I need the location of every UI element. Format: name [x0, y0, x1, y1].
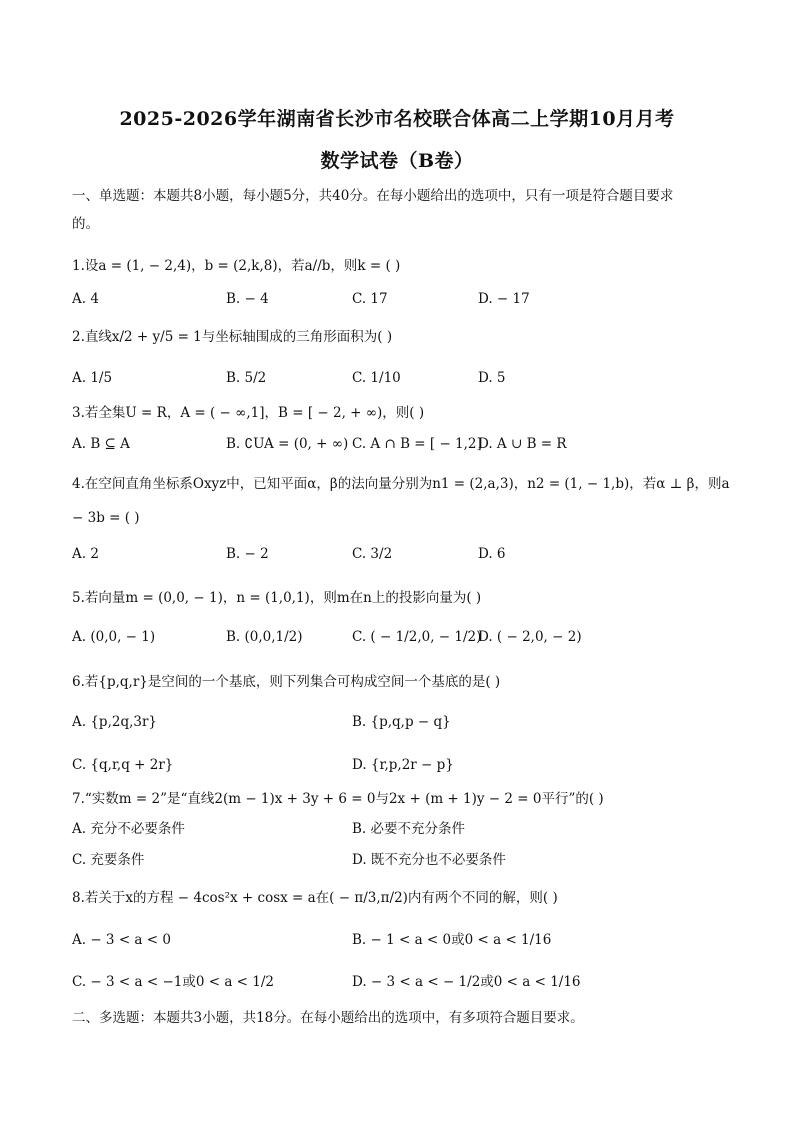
question-7-options-row1 — [72, 817, 722, 841]
question-7-option-d: D. 既不充分也不必要条件 — [352, 852, 506, 868]
question-4-options — [72, 542, 722, 566]
question-7-option-c: C. 充要条件 — [72, 852, 145, 868]
question-7-options-row2 — [72, 848, 722, 872]
section2-heading: 二、多选题：本题共3小题，共18分。在每小题给出的选项中，有多项符合题目要求。 — [72, 1010, 584, 1026]
question-1-stem: 1.设a = (1, − 2,4)，b = (2,k,8)，若a//b，则k = ( ) — [72, 258, 401, 274]
question-5-option-d: D. ( − 2,0, − 2) — [478, 629, 582, 645]
question-6-option-d: D. {r,p,2r − p} — [352, 757, 454, 773]
exam-subtitle: 数学试卷（B卷） — [320, 150, 474, 172]
question-3-option-a: A. B ⊆ A — [72, 436, 130, 452]
question-8-options-row2 — [72, 970, 722, 994]
section1-heading — [72, 182, 722, 238]
question-1-options — [72, 287, 722, 311]
question-3-option-d: D. A ∪ B = R — [478, 436, 567, 452]
question-2-stem: 2.直线x/2 + y/5 = 1与坐标轴围成的三角形面积为( ) — [72, 329, 393, 345]
question-8-options-row1 — [72, 928, 722, 952]
question-2-options — [72, 366, 722, 390]
question-3-option-b: B. ∁UA = (0, + ∞) — [226, 436, 349, 452]
question-8-option-a: A. − 3 < a < 0 — [72, 932, 171, 948]
question-5-option-c: C. ( − 1/2,0, − 1/2) — [352, 629, 482, 645]
question-5-option-a: A. (0,0, − 1) — [72, 629, 156, 645]
question-5-stem: 5.若向量m = (0,0, − 1)，n = (1,0,1)，则m在n上的投影向量为( ) — [72, 590, 482, 606]
question-6-option-c: C. {q,r,q + 2r} — [72, 757, 174, 773]
question-7-stem: 7.“实数m = 2”是“直线2(m − 1)x + 3y + 6 = 0与2x + (m + 1)y − 2 = 0平行”的( ) — [72, 791, 604, 807]
question-4-option-d: D. 6 — [478, 546, 506, 562]
question-6-option-a: A. {p,2q,3r} — [72, 714, 158, 730]
question-7-option-a: A. 充分不必要条件 — [72, 821, 185, 837]
question-6-stem: 6.若{p,q,r}是空间的一个基底，则下列集合可构成空间一个基底的是( ) — [72, 674, 501, 690]
section1-heading-line2: 的。 — [72, 216, 99, 232]
question-6-option-b: B. {p,q,p − q} — [352, 714, 451, 730]
question-3-stem: 3.若全集U = R，A = ( − ∞,1]，B = [ − 2, + ∞)，则( ) — [72, 405, 425, 421]
question-1-option-a: A. 4 — [72, 291, 99, 307]
question-5-options — [72, 625, 722, 649]
question-2-option-d: D. 5 — [478, 370, 506, 386]
question-4-option-c: C. 3/2 — [352, 546, 393, 562]
question-2-option-b: B. 5/2 — [226, 370, 267, 386]
question-5-option-b: B. (0,0,1/2) — [226, 629, 303, 645]
question-1-option-c: C. 17 — [352, 291, 388, 307]
question-7-option-b: B. 必要不充分条件 — [352, 821, 466, 837]
question-1-option-d: D. − 17 — [478, 291, 530, 307]
question-2-option-a: A. 1/5 — [72, 370, 113, 386]
question-6-options-row2 — [72, 753, 722, 777]
question-4-option-a: A. 2 — [72, 546, 99, 562]
section1-heading-line1: 一、单选题：本题共8小题，每小题5分，共40分。在每小题给出的选项中，只有一项是符合题目要求 — [72, 188, 674, 204]
question-8-option-d: D. − 3 < a < − 1/2或0 < a < 1/16 — [352, 974, 581, 990]
question-8-stem: 8.若关于x的方程 − 4cos²x + cosx = a在( − π/3,π/2)内有两个不同的解，则( ) — [72, 890, 558, 906]
question-6-options-row1 — [72, 710, 722, 734]
question-3-options — [72, 432, 722, 456]
question-1-option-b: B. − 4 — [226, 291, 269, 307]
question-4-option-b: B. − 2 — [226, 546, 269, 562]
question-4-stem-cont: − 3b = ( ) — [72, 510, 140, 526]
question-8-option-b: B. − 1 < a < 0或0 < a < 1/16 — [352, 932, 552, 948]
question-4-stem: 4.在空间直角坐标系Oxyz中，已知平面α，β的法向量分别为n1 = (2,a,3)，n2 = (1, − 1,b)，若α ⊥ β，则a — [72, 476, 730, 492]
exam-title: 2025-2026学年湖南省长沙市名校联合体高二上学期10月月考 — [119, 108, 675, 130]
question-8-option-c: C. − 3 < a < −1或0 < a < 1/2 — [72, 974, 275, 990]
question-2-option-c: C. 1/10 — [352, 370, 401, 386]
question-3-option-c: C. A ∩ B = [ − 1,2] — [352, 436, 482, 452]
